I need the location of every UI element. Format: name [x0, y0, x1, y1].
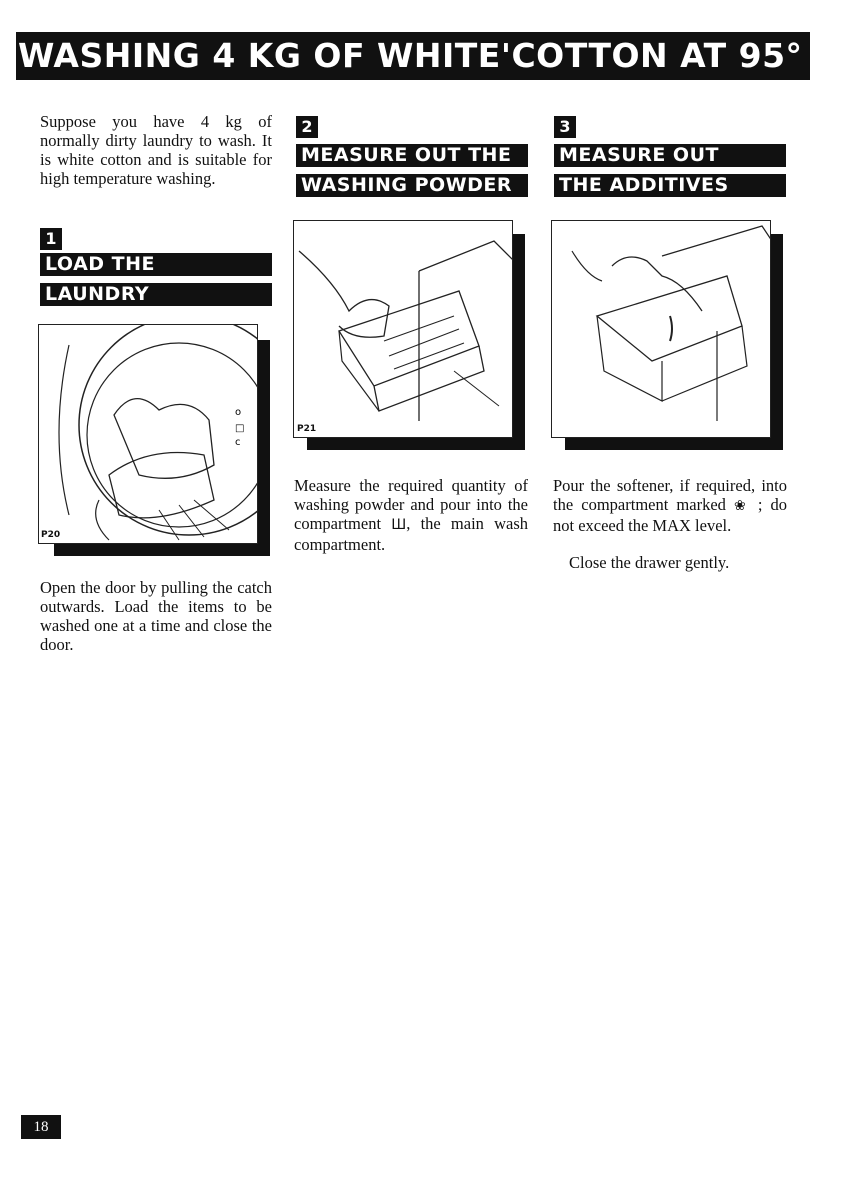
step-2-text [294, 476, 528, 554]
svg-text:□: □ [235, 423, 245, 434]
step-3-text-line2: Close the drawer gently. [569, 553, 730, 572]
step-2-text-after: , the main wash compartment. [294, 514, 529, 554]
step-3-heading-line1: MEASURE OUT [554, 144, 786, 167]
step-1-text: Open the door by pulling the catch outwards. Load the items to be washed one at a time and close the door. [40, 578, 272, 654]
page-title: WASHING 4 KG OF WHITE'COTTON AT 95° C [16, 32, 810, 80]
step-3-illustration [551, 220, 771, 438]
washing-powder-drawing [294, 221, 513, 438]
step-3-illustration-shadow [771, 234, 783, 450]
step-1-number: 1 [40, 228, 62, 250]
step-3-text-before: Pour the softener, if required, into the compartment marked [553, 476, 787, 514]
step-3-text [553, 476, 787, 535]
step-1-illustration-shadow [258, 340, 270, 556]
step-3-heading-line2: THE ADDITIVES [554, 174, 786, 197]
step-1-figure-ref: P20 [41, 530, 61, 540]
step-2-illustration [293, 220, 513, 438]
step-1-heading-line2: LAUNDRY [40, 283, 272, 306]
step-2-text-before: Measure the required quantity of washing powder and pour into the compartment [294, 476, 528, 533]
step-3-number: 3 [554, 116, 576, 138]
step-3-text-after: ; do not exceed the MAX level. [553, 495, 788, 535]
step-1-heading-line1: LOAD THE [40, 253, 272, 276]
step-2-heading-line1: MEASURE OUT THE [296, 144, 528, 167]
step-2-illustration-shadow-bottom [307, 438, 525, 450]
step-2-figure-ref: P21 [297, 424, 317, 434]
step-2-illustration-shadow [513, 234, 525, 450]
main-wash-compartment-icon: Ш [391, 517, 407, 533]
intro-text: Suppose you have 4 kg of normally dirty laundry to wash. It is white cotton and is suitable for high temperature washing. [40, 112, 272, 188]
svg-text:c: c [235, 437, 241, 448]
additives-drawing [552, 221, 771, 438]
step-3-illustration-shadow-bottom [565, 438, 783, 450]
step-1-illustration-shadow-bottom [54, 544, 270, 556]
load-laundry-drawing [39, 325, 258, 544]
step-2-heading-line2: WASHING POWDER [296, 174, 528, 197]
step-2-number: 2 [296, 116, 318, 138]
softener-flower-icon: ❀ [734, 498, 750, 514]
page-number: 18 [21, 1115, 61, 1139]
step-1-illustration [38, 324, 258, 544]
svg-text:o: o [235, 407, 242, 418]
